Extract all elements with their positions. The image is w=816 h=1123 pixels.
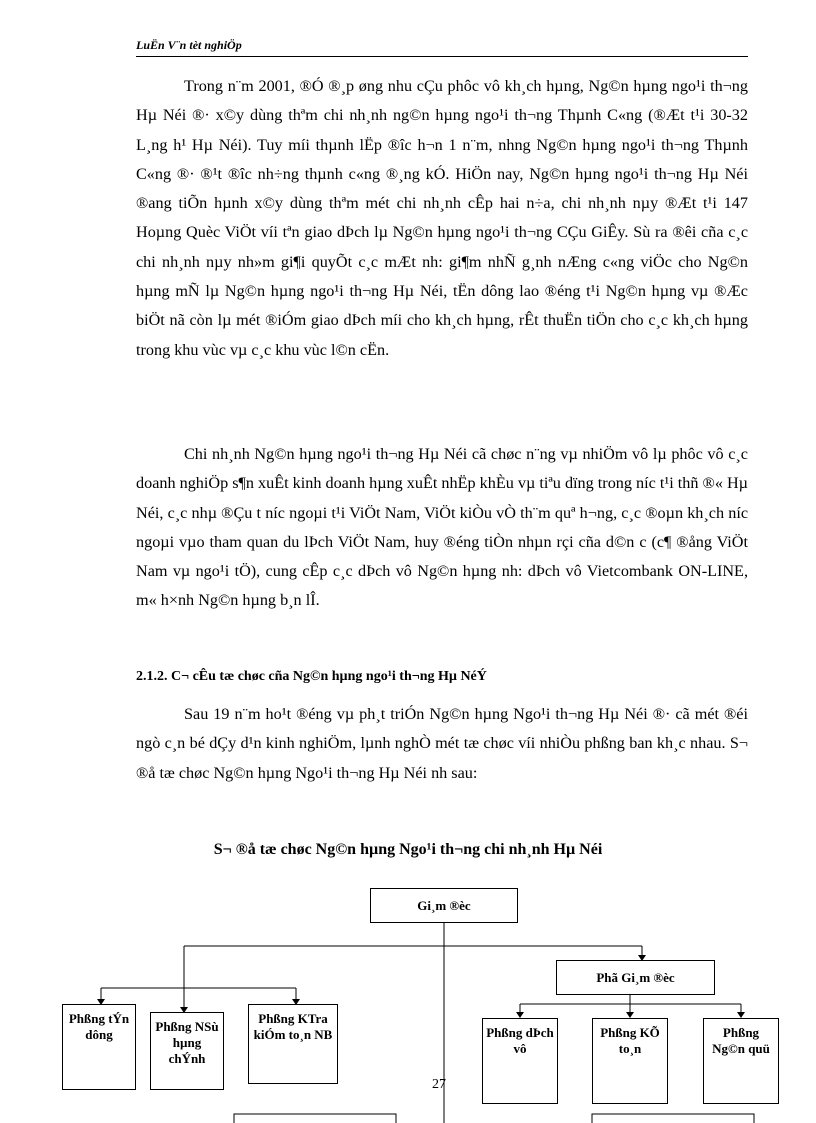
services-dept-box: Phßng dÞch vô	[482, 1018, 558, 1104]
org-chart-title: S¬ ®å tæ chøc Ng©n hµng Ngo¹i th¬ng chi nh¸nh Hµ Néi	[213, 841, 603, 858]
paragraph-1: Trong n¨m 2001, ®Ó ®¸p øng nhu cÇu phôc vô kh¸ch hµng, Ng©n hµng ngo¹i th¬ng Hµ Néi ®· x©y dùng thªm chi nh¸nh ng©n hµng ngo¹i th¬ng Thµnh C«ng (®Æt t¹i 30-32 L¸ng h¹ Hµ Néi). Tuy míi thµnh lËp ®îc h¬n 1 n¨m, nhng Ng©n hµng ngo¹i th¬ng Thµnh C«ng ®· ®¹t ®îc nh÷ng thµnh c«ng ®¸ng kÓ. HiÖn nay, Ng©n hµng ngo¹i th¬ng Hµ Néi ®ang tiÕn hµnh x©y dùng thªm mét chi nh¸nh cÊp hai n÷a, chi nh¸nh nµy ®Æt t¹i 147 Hoµng Quèc ViÖt víi tªn giao dÞch lµ Ng©n hµng ngo¹i th¬ng CÇu GiÊy. Sù ra ®êi cña c¸c chi nh¸nh nµy nh»m gi¶i quyÕt c¸c mÆt nh: gi¶m nhÑ g¸nh nÆng c«ng viÖc cho Ng©n hµng mÑ lµ Ng©n hµng ngo¹i th¬ng Hµ Néi, tËn dông lao ®éng t¹i Ng©n hµng vµ ®Æc biÖt nã còn lµ mét ®iÓm giao dÞch míi cho kh¸ch hµng, rÊt thuËn tiÖn cho c¸c kh¸ch hµng trong khu vùc vµ c¸c khu vùc l©n cËn.	[136, 77, 748, 359]
paragraph-2: Chi nh¸nh Ng©n hµng ngo¹i th¬ng Hµ Néi cã chøc n¨ng vµ nhiÖm vô lµ phôc vô c¸c doanh nghiÖp s¶n xuÊt kinh doanh hµng xuÊt nhËp khÈu vµ tiªu dïng trong níc t¹i thñ ®« Hµ Néi, c¸c nhµ ®Çu t níc ngoµi t¹i ViÖt Nam, ViÖt kiÒu vÒ th¨m quª h¬ng, c¸c ®oµn kh¸ch níc ngoµi vµo tham quan du lÞch ViÖt Nam, huy ®éng tiÒn nhµn rçi cña d©n c (c¶ ®ång ViÖt Nam vµ ngo¹i tÖ), cung cÊp c¸c dÞch vô Ng©n hµng nh: dÞch vô Vietcombank ON-LINE, m« h×nh Ng©n hµng b¸n lÎ.	[136, 445, 748, 610]
hr-admin-dept-box: Phßng NSù hµng chÝnh	[150, 1012, 224, 1090]
running-header: LuËn V¨n tèt nghiÖp	[136, 38, 242, 52]
page-number: 27	[432, 1077, 446, 1092]
section-heading: 2.1.2. C¬ cÊu tæ chøc cña Ng©n hµng ngo¹i th¬ng Hµ NéÝ	[136, 669, 487, 684]
deputy-director-box: Phã Gi¸m ®èc	[556, 960, 715, 995]
cut-off-box	[592, 1114, 754, 1123]
internal-audit-dept-box: Phßng KTra kiÓm to¸n NB	[248, 1004, 338, 1084]
paragraph-3: Sau 19 n¨m ho¹t ®éng vµ ph¸t triÓn Ng©n hµng Ngo¹i th¬ng Hµ Néi ®· cã mét ®éi ngò c¸n bé dÇy d¹n kinh nghiÖm, lµnh nghÒ mét tæ chøc víi nhiÒu phßng ban kh¸c nhau. S¬ ®å tæ chøc Ng©n hµng Ngo¹i th¬ng Hµ Néi nh sau:	[136, 705, 748, 782]
accounting-dept-box: Phßng KÕ to¸n	[592, 1018, 668, 1104]
cut-off-box	[234, 1114, 396, 1123]
credit-dept-box: Phßng tÝn dông	[62, 1004, 136, 1090]
treasury-dept-box: Phßng Ng©n quü	[703, 1018, 779, 1104]
director-box: Gi¸m ®èc	[370, 888, 518, 923]
